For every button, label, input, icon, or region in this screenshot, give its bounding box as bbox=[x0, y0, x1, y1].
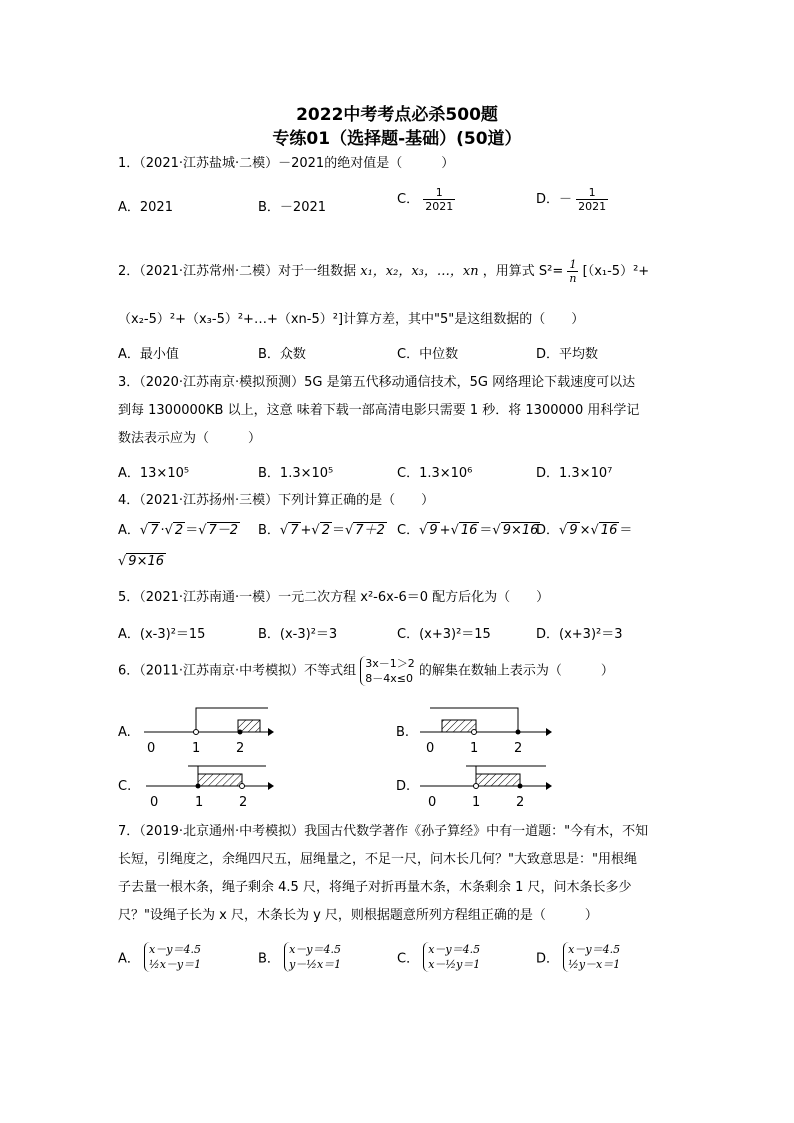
q3-option-c: C．1.3×10⁶ bbox=[397, 466, 473, 481]
q2-stem-line1: 2．（2021·江苏常州·二模）对于一组数据 x₁，x₂，x₃，…，xn ，用算式 S²= $\frac{1}{n}$ [（x₁-5）²+ bbox=[118, 258, 650, 285]
q6-option-c-label: C. bbox=[118, 779, 132, 794]
q5-option-a: A．(x-3)²＝15 bbox=[118, 627, 206, 642]
q5-stem: 5．（2021·江苏南通·一模）一元二次方程 x²-6x-6＝0 配方后化为（ ） bbox=[118, 590, 550, 605]
q1-option-b: B．－2021 bbox=[258, 200, 327, 215]
svg-text:2: 2 bbox=[239, 795, 248, 810]
q7-stem-line2: 长短，引绳度之，余绳四尺五，屈绳量之，不足一尺，问木长几何？"大致意思是："用根绳 bbox=[118, 852, 637, 867]
q6-option-b-label: B. bbox=[396, 725, 410, 740]
q6-option-d-label: D. bbox=[396, 779, 411, 794]
q1-option-c bbox=[397, 186, 455, 213]
q1-stem: 1．（2021·江苏盐城·二模）－2021的绝对值是（ ） bbox=[118, 156, 455, 171]
q6-stem: 6．（2011·江苏南京·中考模拟）不等式组 3x－1＞2 8－4x≤0 的解集在数轴上表示为（ ） bbox=[118, 657, 614, 685]
q5-option-b: B．(x-3)²＝3 bbox=[258, 627, 338, 642]
q2-option-c: C．中位数 bbox=[397, 347, 459, 362]
q7-option-b: B． x－y＝4.5 y－½x＝1 bbox=[258, 943, 342, 971]
q1-option-d-fraction: $\frac{1}{2021}$ bbox=[578, 186, 607, 213]
q2-stem-line2: （x₂-5）²+（x₃-5）²+…+（xn-5）²]计算方差，其中"5"是这组数据的（ ） bbox=[118, 312, 585, 327]
svg-text:1: 1 bbox=[470, 741, 479, 756]
svg-text:0: 0 bbox=[426, 741, 435, 756]
q6-number-lines bbox=[110, 700, 690, 812]
q5-option-c: C．(x+3)²＝15 bbox=[397, 627, 491, 642]
doc-subtitle: 专练01（选择题-基础）(50道） bbox=[272, 129, 522, 149]
doc-title: 2022中考考点必杀500题 bbox=[296, 105, 498, 125]
svg-text:1: 1 bbox=[192, 741, 201, 756]
q1-option-c-label: C． bbox=[397, 192, 420, 207]
svg-text:0: 0 bbox=[147, 741, 156, 756]
q7-stem-line3: 子去量一根木条，绳子剩余 4.5 尺，将绳子对折再量木条，木条剩余 1 尺，问木条长多少 bbox=[118, 880, 632, 895]
q7-stem-line1: 7．（2019·北京通州·中考模拟）我国古代数学著作《孙子算经》中有一道题："今有木，不知 bbox=[118, 824, 649, 839]
q3-option-d: D．1.3×10⁷ bbox=[536, 466, 613, 481]
svg-text:2: 2 bbox=[516, 795, 525, 810]
q3-stem-line2: 到每 1300000KB 以上，这意 味着下载一部高清电影只需要 1 秒．将 1300000 用科学记 bbox=[118, 403, 640, 418]
q6-option-d-number-line bbox=[420, 766, 552, 810]
q1-option-d bbox=[536, 186, 608, 213]
q2-option-d: D．平均数 bbox=[536, 347, 599, 362]
q4-option-b: B．√ 7 +√ 2 ＝√ 7＋2 bbox=[258, 523, 385, 538]
q1-option-a: A．2021 bbox=[118, 200, 173, 215]
q3-option-b: B．1.3×10⁵ bbox=[258, 466, 334, 481]
q4-option-d: D．√ 9 ×√ 16 ＝ bbox=[536, 523, 633, 538]
q7-option-c: C． x－y＝4.5 x－½y＝1 bbox=[397, 943, 481, 971]
q3-stem-line3: 数法表示应为（ ） bbox=[118, 431, 262, 446]
svg-text:1: 1 bbox=[195, 795, 204, 810]
q4-stem: 4．（2021·江苏扬州·三模）下列计算正确的是（ ） bbox=[118, 493, 435, 508]
svg-text:2: 2 bbox=[236, 741, 245, 756]
q1-option-d-label: D．－ bbox=[536, 192, 573, 207]
q4-option-a: A．√ 7 ·√ 2 ＝√ 7－2 bbox=[118, 523, 239, 538]
q6-option-a-label: A. bbox=[118, 725, 131, 740]
svg-text:1: 1 bbox=[472, 795, 481, 810]
svg-text:0: 0 bbox=[428, 795, 437, 810]
q6-option-c-number-line bbox=[146, 766, 274, 810]
svg-text:2: 2 bbox=[514, 741, 523, 756]
q3-option-a: A．13×10⁵ bbox=[118, 466, 190, 481]
q6-option-a-number-line bbox=[144, 708, 274, 756]
q6-option-b-number-line bbox=[420, 708, 552, 756]
q7-option-d: D． x－y＝4.5 ½y－x＝1 bbox=[536, 943, 621, 971]
q1-option-c-fraction: $\frac{1}{2021}$ bbox=[425, 186, 454, 213]
q4-option-d-cont: √ 9×16 bbox=[118, 554, 165, 569]
q6-inequality-system: 3x－1＞2 8－4x≤0 bbox=[360, 656, 415, 686]
q3-stem-line1: 3．（2020·江苏南京·模拟预测）5G 是第五代移动通信技术，5G 网络理论下载速度可以达 bbox=[118, 375, 636, 390]
q2-option-b: B．众数 bbox=[258, 347, 306, 362]
q5-option-d: D．(x+3)²＝3 bbox=[536, 627, 623, 642]
svg-text:0: 0 bbox=[150, 795, 159, 810]
q4-option-c: C．√ 9 +√ 16 ＝√ 9×16 bbox=[397, 523, 539, 538]
q2-option-a: A．最小值 bbox=[118, 347, 179, 362]
q7-option-a: A． x－y＝4.5 ½x－y＝1 bbox=[118, 943, 202, 971]
q7-stem-line4: 尺？"设绳子长为 x 尺，木条长为 y 尺，则根据题意所列方程组正确的是（ ） bbox=[118, 908, 598, 923]
